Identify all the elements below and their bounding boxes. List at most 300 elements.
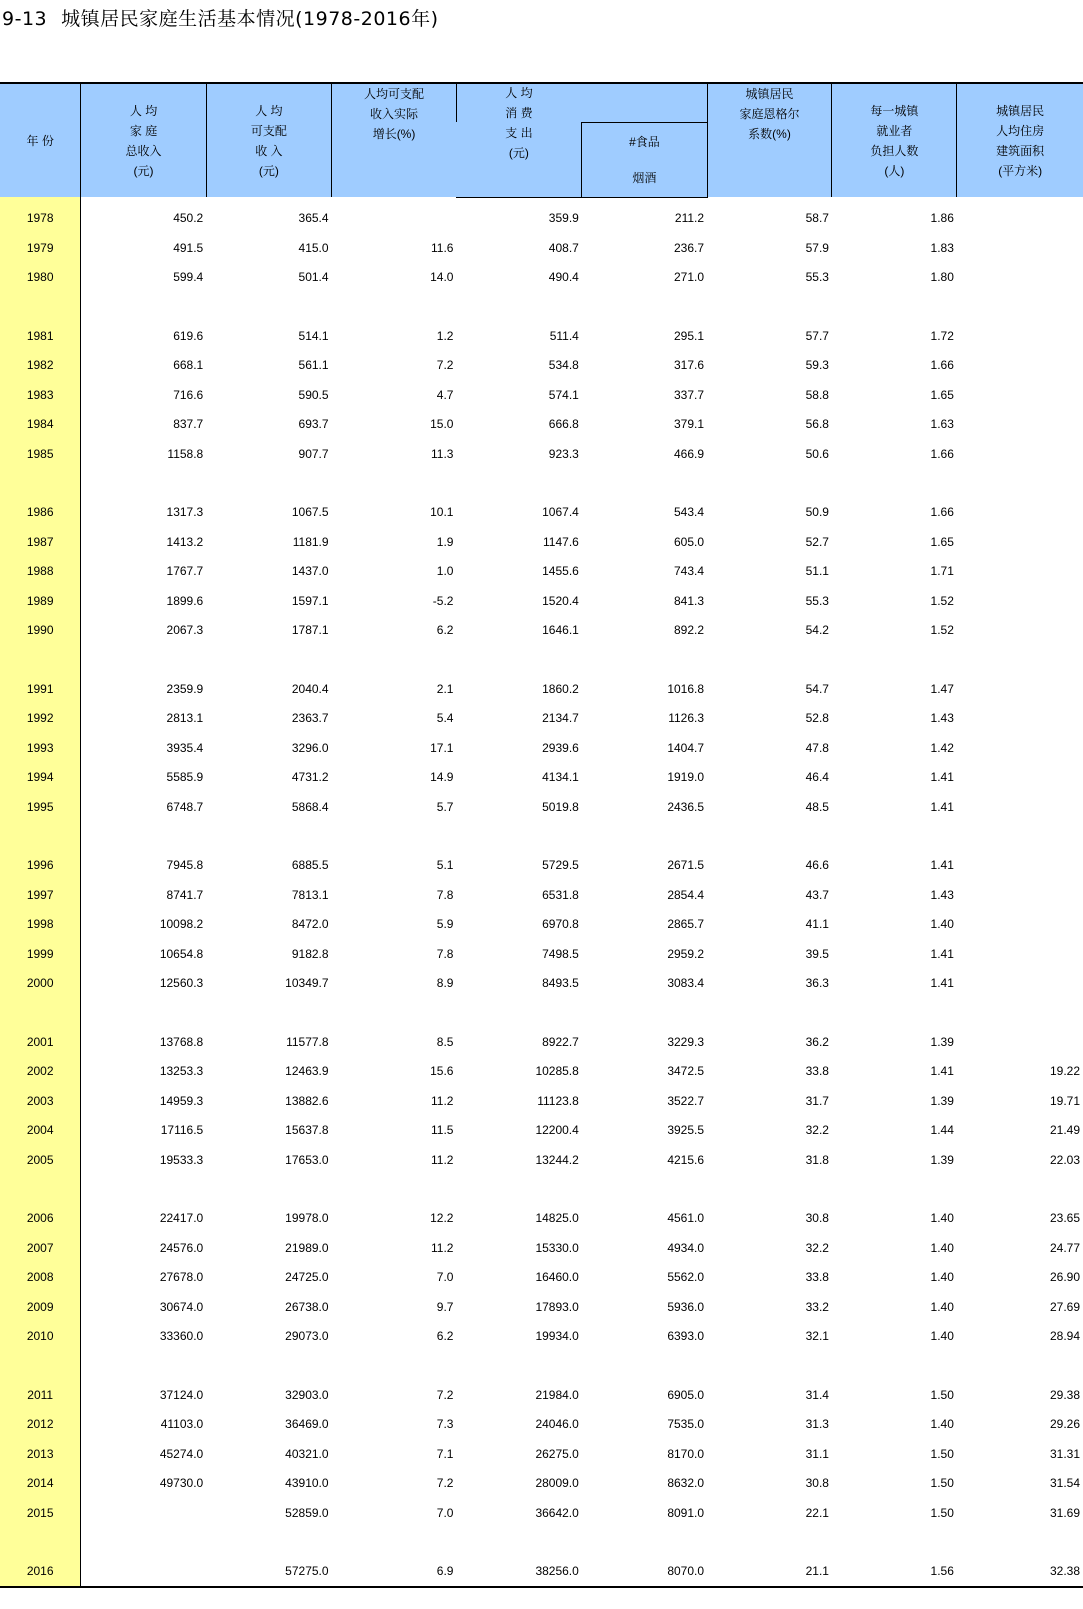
spacer-cell xyxy=(707,1175,832,1204)
cell-food: 8091.0 xyxy=(667,1505,705,1520)
cell-consumption: 21984.0 xyxy=(535,1387,579,1402)
cell-year: 1996 xyxy=(0,851,81,881)
cell-food: 271.0 xyxy=(674,270,705,285)
cell-housing xyxy=(957,704,1083,734)
cell-disposable-growth: 14.0 xyxy=(430,270,454,285)
spacer-cell xyxy=(81,645,206,674)
cell-engel: 31.3 xyxy=(805,1417,829,1432)
cell-disposable-income: 590.5 xyxy=(298,387,329,402)
cell-engel: 55.3 xyxy=(805,270,829,285)
cell-dependents: 1.66 xyxy=(930,505,954,520)
spacer-cell xyxy=(332,1175,457,1204)
table-body xyxy=(0,197,1083,1587)
cell-consumption: 408.7 xyxy=(548,240,579,255)
cell-food: 2854.4 xyxy=(667,887,705,902)
table-row xyxy=(0,910,1083,940)
cell-food: 841.3 xyxy=(674,593,705,608)
spacer-cell xyxy=(332,1528,457,1557)
cell-total-income: 13768.8 xyxy=(159,1034,204,1049)
cell-disposable-income: 52859.0 xyxy=(285,1505,329,1520)
cell-engel: 48.5 xyxy=(805,799,829,814)
cell-total-income xyxy=(81,1557,206,1588)
cell-disposable-growth: 15.6 xyxy=(430,1064,454,1079)
cell-disposable-income: 5868.4 xyxy=(291,799,329,814)
table-title: 城镇居民家庭生活基本情况(1978-2016年) xyxy=(61,8,439,30)
cell-disposable-income: 3296.0 xyxy=(291,740,329,755)
cell-engel: 55.3 xyxy=(805,593,829,608)
cell-food: 1919.0 xyxy=(667,770,705,785)
spacer-cell xyxy=(332,998,457,1027)
spacer-cell xyxy=(332,1351,457,1380)
table-row xyxy=(0,1057,1083,1087)
cell-year: 2015 xyxy=(0,1498,81,1528)
cell-housing: 28.94 xyxy=(1049,1329,1080,1344)
cell-year: 1989 xyxy=(0,586,81,616)
cell-engel: 56.8 xyxy=(805,417,829,432)
group-spacer-row xyxy=(0,1528,1083,1557)
spacer-cell xyxy=(832,1175,957,1204)
group-spacer-row xyxy=(0,645,1083,674)
cell-engel: 57.9 xyxy=(805,240,829,255)
spacer-cell xyxy=(957,292,1083,321)
spacer-cell xyxy=(81,1528,206,1557)
cell-food: 337.7 xyxy=(674,387,705,402)
cell-housing xyxy=(957,527,1083,557)
cell-food: 2865.7 xyxy=(667,917,705,932)
cell-dependents: 1.41 xyxy=(930,799,954,814)
cell-housing xyxy=(957,1027,1083,1057)
cell-engel: 58.7 xyxy=(805,211,829,225)
cell-dependents: 1.47 xyxy=(930,681,954,696)
cell-disposable-income: 13882.6 xyxy=(285,1093,329,1108)
cell-disposable-income: 29073.0 xyxy=(285,1329,329,1344)
cell-disposable-growth: 5.9 xyxy=(436,917,454,932)
cell-dependents: 1.56 xyxy=(832,1557,957,1588)
spacer-cell xyxy=(957,822,1083,851)
cell-engel: 31.7 xyxy=(805,1093,829,1108)
cell-food: 3083.4 xyxy=(667,976,705,991)
cell-engel: 54.2 xyxy=(805,623,829,638)
cell-housing: 21.49 xyxy=(1049,1123,1080,1138)
cell-total-income: 450.2 xyxy=(173,211,204,225)
cell-food: 3925.5 xyxy=(667,1123,705,1138)
cell-disposable-income: 10349.7 xyxy=(285,976,329,991)
cell-dependents: 1.41 xyxy=(930,770,954,785)
cell-food: 743.4 xyxy=(674,564,705,579)
cell-disposable-income: 17653.0 xyxy=(285,1152,329,1167)
cell-dependents: 1.39 xyxy=(930,1152,954,1167)
table-row xyxy=(0,1027,1083,1057)
cell-housing xyxy=(957,851,1083,881)
cell-housing: 31.69 xyxy=(1049,1505,1080,1520)
spacer-cell xyxy=(832,822,957,851)
spacer-cell xyxy=(456,292,581,321)
cell-engel: 50.9 xyxy=(805,505,829,520)
cell-food: 892.2 xyxy=(674,623,705,638)
cell-disposable-income: 57275.0 xyxy=(206,1557,331,1588)
cell-disposable-growth: 5.1 xyxy=(436,858,454,873)
cell-engel: 52.7 xyxy=(805,534,829,549)
table-row xyxy=(0,527,1083,557)
cell-food: 8070.0 xyxy=(582,1557,707,1588)
cell-food: 3472.5 xyxy=(667,1064,705,1079)
cell-total-income: 17116.5 xyxy=(160,1123,204,1138)
cell-total-income: 30674.0 xyxy=(159,1299,204,1314)
cell-housing xyxy=(957,763,1083,793)
spacer-cell xyxy=(582,1528,707,1557)
cell-disposable-growth: 11.6 xyxy=(431,240,454,255)
cell-housing: 22.03 xyxy=(1049,1152,1080,1167)
cell-engel: 43.7 xyxy=(805,887,829,902)
cell-year: 1990 xyxy=(0,616,81,646)
cell-dependents: 1.40 xyxy=(930,1417,954,1432)
cell-total-income: 2813.1 xyxy=(166,711,204,726)
spacer-cell xyxy=(957,1351,1083,1380)
cell-food: 5936.0 xyxy=(667,1299,705,1314)
spacer-cell xyxy=(456,822,581,851)
table-row xyxy=(0,1439,1083,1469)
cell-dependents: 1.52 xyxy=(930,623,954,638)
cell-disposable-growth: 2.1 xyxy=(436,681,454,696)
cell-engel: 31.4 xyxy=(805,1387,829,1402)
cell-total-income: 37124.0 xyxy=(159,1387,204,1402)
cell-food: 3522.7 xyxy=(667,1093,705,1108)
table-row xyxy=(0,351,1083,381)
cell-dependents: 1.39 xyxy=(930,1093,954,1108)
cell-disposable-growth: 7.2 xyxy=(436,358,454,373)
spacer-cell xyxy=(81,822,206,851)
cell-housing xyxy=(957,410,1083,440)
cell-disposable-growth: 6.2 xyxy=(436,623,454,638)
cell-engel: 54.7 xyxy=(805,681,829,696)
cell-year: 2011 xyxy=(0,1380,81,1410)
cell-year: 1999 xyxy=(0,939,81,969)
spacer-cell xyxy=(332,822,457,851)
table-row xyxy=(0,733,1083,763)
cell-year: 1991 xyxy=(0,674,81,704)
cell-disposable-income: 1787.1 xyxy=(291,623,329,638)
cell-housing: 32.38 xyxy=(957,1557,1083,1588)
table-row xyxy=(0,1116,1083,1146)
cell-disposable-growth: 8.9 xyxy=(436,976,454,991)
cell-disposable-growth: 9.7 xyxy=(436,1299,454,1314)
cell-year: 1986 xyxy=(0,498,81,528)
cell-consumption: 11123.8 xyxy=(537,1093,579,1108)
cell-consumption: 36642.0 xyxy=(535,1505,579,1520)
cell-disposable-income: 907.7 xyxy=(298,446,329,461)
table-row xyxy=(0,1498,1083,1528)
cell-dependents: 1.66 xyxy=(930,446,954,461)
cell-dependents: 1.40 xyxy=(930,1240,954,1255)
spacer-cell xyxy=(582,1351,707,1380)
cell-disposable-income: 365.4 xyxy=(298,211,329,225)
cell-housing xyxy=(957,880,1083,910)
cell-dependents: 1.41 xyxy=(930,1064,954,1079)
spacer-cell xyxy=(81,469,206,498)
spacer-cell xyxy=(206,1351,331,1380)
cell-dependents: 1.65 xyxy=(930,387,954,402)
cell-year: 2005 xyxy=(0,1145,81,1175)
cell-year: 2009 xyxy=(0,1292,81,1322)
cell-dependents: 1.71 xyxy=(930,564,954,579)
cell-disposable-growth: 11.3 xyxy=(431,446,454,461)
cell-disposable-growth: 7.3 xyxy=(436,1417,454,1432)
cell-housing xyxy=(957,586,1083,616)
cell-total-income: 33360.0 xyxy=(159,1329,204,1344)
cell-engel: 33.2 xyxy=(805,1299,829,1314)
cell-disposable-growth: 11.2 xyxy=(431,1152,454,1167)
spacer-cell xyxy=(81,292,206,321)
table-row xyxy=(0,233,1083,263)
cell-consumption: 7498.5 xyxy=(542,946,579,961)
table-row xyxy=(0,1204,1083,1234)
cell-disposable-income: 2040.4 xyxy=(291,681,329,696)
spacer-cell xyxy=(332,645,457,674)
cell-housing xyxy=(957,197,1083,233)
spacer-cell xyxy=(582,645,707,674)
table-row xyxy=(0,1086,1083,1116)
cell-engel: 47.8 xyxy=(805,740,829,755)
cell-year: 2004 xyxy=(0,1116,81,1146)
cell-engel: 32.2 xyxy=(805,1123,829,1138)
cell-dependents: 1.50 xyxy=(930,1505,954,1520)
cell-food: 2671.5 xyxy=(667,858,705,873)
cell-total-income: 491.5 xyxy=(173,240,204,255)
cell-housing xyxy=(957,498,1083,528)
cell-disposable-income: 26738.0 xyxy=(285,1299,329,1314)
cell-disposable-income: 514.1 xyxy=(298,328,329,343)
cell-food: 379.1 xyxy=(674,417,705,432)
spacer-cell xyxy=(206,645,331,674)
cell-year: 1993 xyxy=(0,733,81,763)
cell-total-income: 3935.4 xyxy=(166,740,204,755)
cell-engel: 32.1 xyxy=(805,1329,829,1344)
cell-total-income: 13253.3 xyxy=(159,1064,204,1079)
cell-year: 2008 xyxy=(0,1263,81,1293)
cell-food: 2959.2 xyxy=(667,946,705,961)
cell-housing: 29.26 xyxy=(1049,1417,1080,1432)
spacer-cell xyxy=(206,1175,331,1204)
cell-consumption: 2134.7 xyxy=(542,711,579,726)
cell-total-income: 1899.6 xyxy=(166,593,204,608)
cell-dependents: 1.40 xyxy=(930,1211,954,1226)
cell-engel: 59.3 xyxy=(805,358,829,373)
cell-consumption: 359.9 xyxy=(548,211,579,226)
cell-year: 2010 xyxy=(0,1322,81,1352)
table-row xyxy=(0,1410,1083,1440)
cell-total-income: 8741.7 xyxy=(166,887,204,902)
cell-engel: 32.2 xyxy=(805,1240,829,1255)
cell-housing: 19.71 xyxy=(1049,1093,1080,1108)
cell-engel: 30.8 xyxy=(805,1476,829,1491)
cell-food: 295.1 xyxy=(674,328,705,343)
cell-consumption: 2939.6 xyxy=(542,740,579,755)
cell-year: 2003 xyxy=(0,1086,81,1116)
cell-consumption: 14825.0 xyxy=(535,1211,579,1226)
cell-consumption: 4134.1 xyxy=(542,770,579,785)
cell-year: 2000 xyxy=(0,969,81,999)
cell-total-income: 10654.8 xyxy=(159,946,204,961)
cell-year: 1985 xyxy=(0,439,81,469)
cell-disposable-growth: 11.5 xyxy=(431,1123,454,1138)
cell-consumption: 5729.5 xyxy=(542,858,579,873)
cell-disposable-income: 415.0 xyxy=(298,240,329,255)
table-header xyxy=(0,83,1083,197)
table-row xyxy=(0,1263,1083,1293)
table-row xyxy=(0,1557,1083,1588)
cell-dependents: 1.40 xyxy=(930,1299,954,1314)
cell-disposable-growth: 7.1 xyxy=(436,1446,454,1461)
cell-total-income: 7945.8 xyxy=(166,858,204,873)
cell-consumption: 1646.1 xyxy=(542,623,579,638)
cell-consumption: 534.8 xyxy=(548,358,579,373)
cell-year: 2013 xyxy=(0,1439,81,1469)
table-row xyxy=(0,1233,1083,1263)
spacer-cell xyxy=(582,998,707,1027)
cell-consumption: 1520.4 xyxy=(542,593,579,608)
cell-engel: 31.1 xyxy=(805,1446,829,1461)
cell-dependents: 1.41 xyxy=(930,976,954,991)
cell-disposable-growth: -5.2 xyxy=(432,593,454,608)
table-number: 9-13 xyxy=(2,8,48,30)
cell-year: 2001 xyxy=(0,1027,81,1057)
header-year: 年 份 xyxy=(0,83,81,197)
cell-total-income: 14959.3 xyxy=(159,1093,204,1108)
table-row xyxy=(0,1145,1083,1175)
cell-disposable-income: 32903.0 xyxy=(285,1387,329,1402)
cell-engel: 33.8 xyxy=(805,1064,829,1079)
cell-food: 8170.0 xyxy=(667,1446,705,1461)
cell-consumption: 6531.8 xyxy=(542,887,579,902)
cell-consumption: 28009.0 xyxy=(535,1476,579,1491)
cell-consumption: 24046.0 xyxy=(535,1417,579,1432)
cell-dependents: 1.65 xyxy=(930,534,954,549)
cell-disposable-income: 36469.0 xyxy=(285,1417,329,1432)
cell-housing xyxy=(957,263,1083,293)
cell-engel: 50.6 xyxy=(805,446,829,461)
spacer-cell xyxy=(707,292,832,321)
header-dependents: 每一城镇 就业者 负担人数 (人) xyxy=(832,83,957,197)
cell-housing xyxy=(957,233,1083,263)
cell-food: 1404.7 xyxy=(667,740,705,755)
spacer-cell xyxy=(0,1351,81,1380)
cell-housing: 26.90 xyxy=(1049,1270,1080,1285)
cell-total-income: 716.6 xyxy=(173,387,204,402)
cell-year: 1980 xyxy=(0,263,81,293)
spacer-cell xyxy=(957,1528,1083,1557)
spacer-cell xyxy=(0,292,81,321)
cell-total-income: 837.7 xyxy=(173,417,204,432)
cell-dependents: 1.86 xyxy=(930,211,954,225)
spacer-cell xyxy=(707,645,832,674)
cell-housing xyxy=(957,351,1083,381)
spacer-cell xyxy=(456,1351,581,1380)
spacer-cell xyxy=(707,1351,832,1380)
cell-dependents: 1.39 xyxy=(930,1034,954,1049)
cell-year: 1978 xyxy=(0,197,81,233)
cell-total-income: 1413.2 xyxy=(166,534,204,549)
cell-disposable-income: 6885.5 xyxy=(291,858,329,873)
spacer-cell xyxy=(206,1528,331,1557)
cell-housing: 24.77 xyxy=(1049,1240,1080,1255)
header-food: #食品 烟酒 xyxy=(582,122,707,197)
cell-total-income: 24576.0 xyxy=(159,1240,204,1255)
table-row xyxy=(0,969,1083,999)
spacer-cell xyxy=(832,469,957,498)
cell-consumption: 923.3 xyxy=(548,446,579,461)
cell-food: 317.6 xyxy=(674,358,705,373)
spacer-cell xyxy=(456,645,581,674)
cell-housing xyxy=(957,557,1083,587)
cell-total-income: 5585.9 xyxy=(166,770,204,785)
cell-housing xyxy=(957,616,1083,646)
cell-consumption: 666.8 xyxy=(548,417,579,432)
cell-year: 2007 xyxy=(0,1233,81,1263)
table-row xyxy=(0,939,1083,969)
cell-housing xyxy=(957,733,1083,763)
cell-engel: 41.1 xyxy=(805,917,829,932)
cell-consumption: 1455.6 xyxy=(542,564,579,579)
spacer-cell xyxy=(456,1175,581,1204)
cell-disposable-growth: 8.5 xyxy=(436,1034,454,1049)
page-title xyxy=(2,4,439,31)
cell-engel: 39.5 xyxy=(805,946,829,961)
cell-disposable-income: 4731.2 xyxy=(291,770,329,785)
cell-housing xyxy=(957,969,1083,999)
cell-food: 3229.3 xyxy=(667,1034,705,1049)
cell-food: 605.0 xyxy=(674,534,705,549)
table-row xyxy=(0,1469,1083,1499)
cell-dependents: 1.42 xyxy=(930,740,954,755)
cell-disposable-income: 1437.0 xyxy=(291,564,329,579)
cell-food: 6393.0 xyxy=(667,1329,705,1344)
cell-year: 1998 xyxy=(0,910,81,940)
table-row xyxy=(0,792,1083,822)
spacer-cell xyxy=(707,998,832,1027)
cell-disposable-growth: 5.4 xyxy=(436,711,454,726)
spacer-cell xyxy=(206,998,331,1027)
spacer-cell xyxy=(832,292,957,321)
cell-disposable-income: 2363.7 xyxy=(291,711,329,726)
cell-engel: 52.8 xyxy=(805,711,829,726)
cell-total-income: 41103.0 xyxy=(160,1417,204,1432)
cell-year: 1987 xyxy=(0,527,81,557)
cell-consumption: 1147.6 xyxy=(543,534,579,549)
cell-total-income: 1767.7 xyxy=(166,564,204,579)
cell-food: 4215.6 xyxy=(667,1152,705,1167)
table-row xyxy=(0,763,1083,793)
cell-total-income: 10098.2 xyxy=(159,917,204,932)
cell-dependents: 1.40 xyxy=(930,1270,954,1285)
cell-housing xyxy=(957,439,1083,469)
cell-housing: 27.69 xyxy=(1049,1299,1080,1314)
table-row xyxy=(0,263,1083,293)
cell-disposable-growth: 1.0 xyxy=(436,564,454,579)
cell-total-income: 1158.8 xyxy=(167,446,204,461)
spacer-cell xyxy=(332,469,457,498)
cell-total-income: 1317.3 xyxy=(166,505,204,520)
cell-disposable-growth: 15.0 xyxy=(430,417,454,432)
spacer-cell xyxy=(832,1528,957,1557)
cell-food: 4561.0 xyxy=(667,1211,705,1226)
cell-dependents: 1.40 xyxy=(930,917,954,932)
cell-year: 1995 xyxy=(0,792,81,822)
cell-consumption: 26275.0 xyxy=(535,1446,579,1461)
header-disposable-income: 人 均 可支配 收 入 (元) xyxy=(206,83,331,197)
cell-engel: 33.8 xyxy=(805,1270,829,1285)
table-row xyxy=(0,1380,1083,1410)
cell-disposable-income: 43910.0 xyxy=(285,1476,329,1491)
